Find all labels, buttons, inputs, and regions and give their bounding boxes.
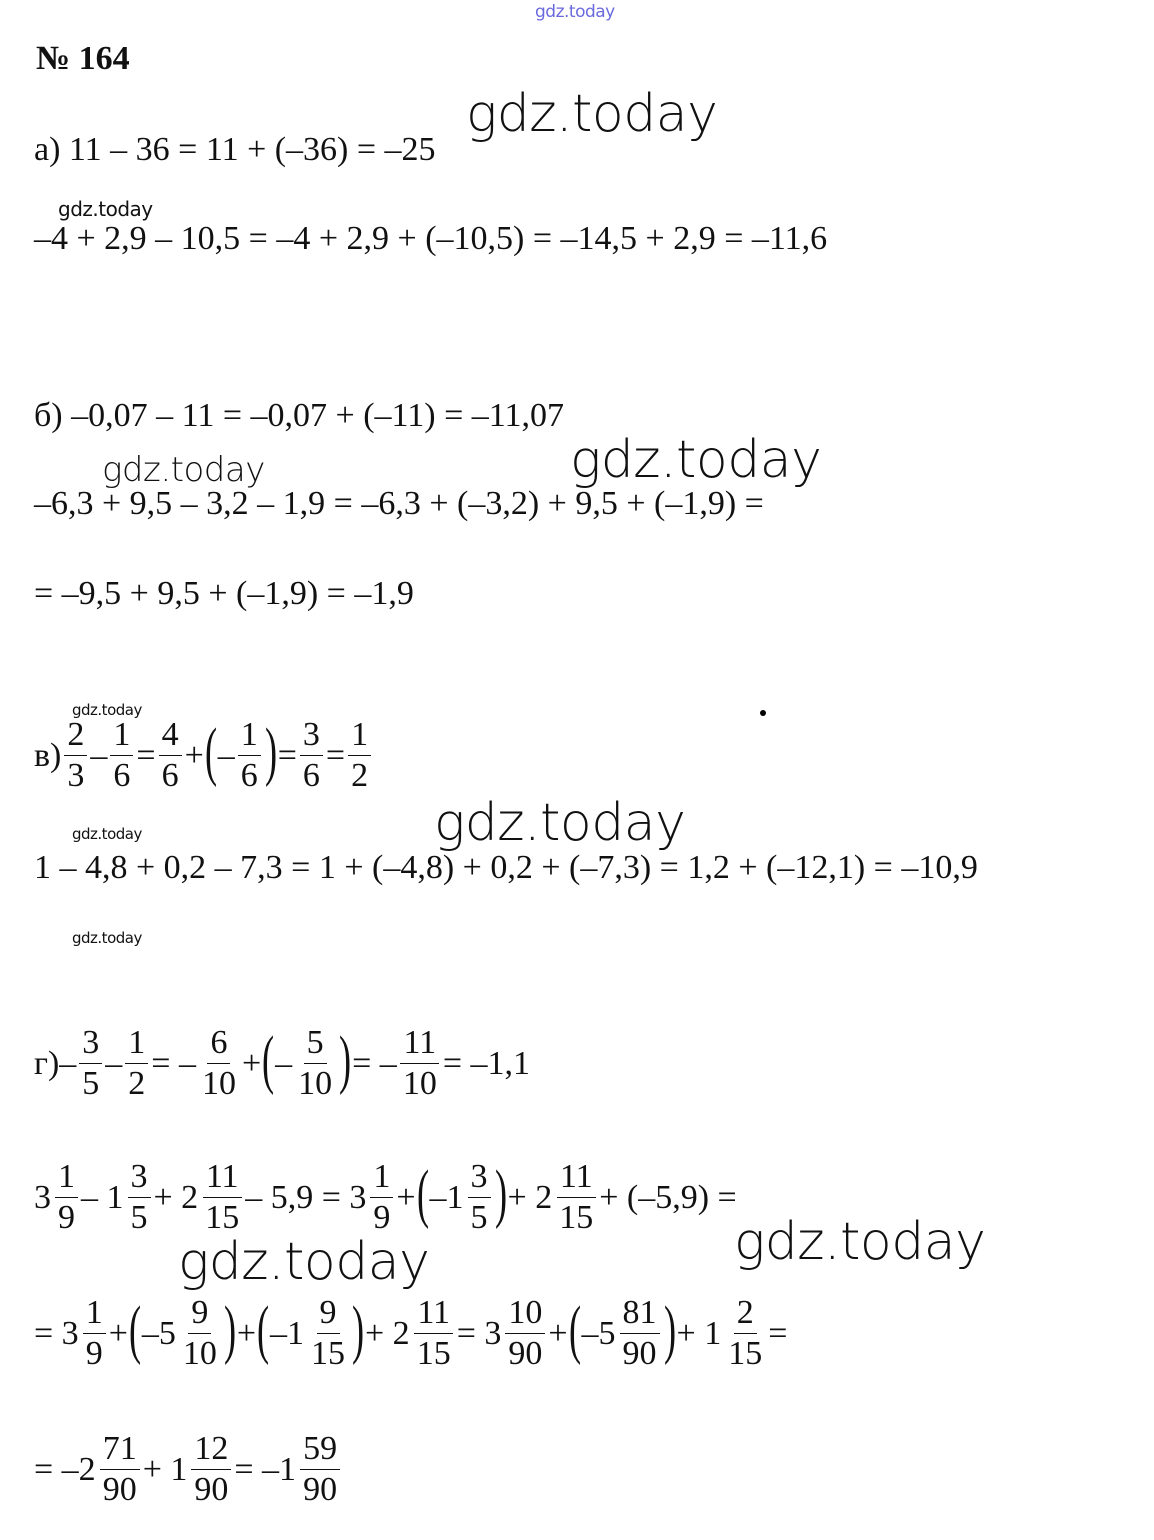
fraction: $\frac{3}{5}$ (128, 1160, 151, 1235)
watermark: gdz.today (434, 793, 686, 853)
fraction: $\frac{11}{10}$ (400, 1026, 440, 1101)
part-b-line-3: = –9,5 + 9,5 + (–1,9) = –1,9 (34, 575, 414, 612)
header-watermark: gdz.today (535, 2, 615, 22)
fraction: $\frac{1}{2}$ (125, 1026, 148, 1101)
part-g-line-2: 3 $\frac{1}{9}$ – 1 $\frac{3}{5}$ + 2 $\frac{11}{15}$ – 5,9 = 3 $\frac{1}{9}$ + ( –1 $\frac{3}{5}$ ) + 2 $\frac{11}{15}$ + (–5,9) = (34, 1156, 737, 1236)
part-v-line-1: в) $\frac{2}{3}$ – $\frac{1}{6}$ = $\frac{4}{6}$ + ( – $\frac{1}{6}$ ) = $\frac{3}{6}$ = $\frac{1}{2}$ (34, 718, 374, 793)
watermark: gdz.today (72, 825, 142, 843)
watermark: gdz.today (58, 197, 153, 221)
fraction: $\frac{1}{6}$ (238, 718, 261, 793)
fraction: $\frac{1}{2}$ (348, 718, 371, 793)
fraction: $\frac{1}{9}$ (83, 1296, 106, 1371)
task-number: № 164 (36, 40, 130, 77)
fraction: $\frac{11}{15}$ (414, 1296, 454, 1371)
part-a-line-1: а) 11 – 36 = 11 + (–36) = –25 (34, 131, 436, 168)
fraction: $\frac{1}{9}$ (55, 1160, 78, 1235)
watermark: gdz.today (72, 929, 142, 947)
fraction: $\frac{71}{90}$ (100, 1432, 140, 1507)
part-v-line-2: 1 – 4,8 + 0,2 – 7,3 = 1 + (–4,8) + 0,2 + (–7,3) = 1,2 + (–12,1) = –10,9 (34, 849, 978, 886)
watermark: gdz.today (734, 1212, 986, 1272)
stray-dot (760, 710, 766, 716)
fraction: $\frac{4}{6}$ (159, 718, 182, 793)
fraction: $\frac{11}{15}$ (556, 1160, 596, 1235)
fraction: $\frac{5}{10}$ (298, 1024, 333, 1102)
part-a-line-2: –4 + 2,9 – 10,5 = –4 + 2,9 + (–10,5) = –14,5 + 2,9 = –11,6 (34, 220, 828, 257)
fraction: $\frac{2}{3}$ (64, 718, 87, 793)
fraction: $\frac{10}{90}$ (505, 1296, 545, 1371)
part-g-line-4: = –2 $\frac{71}{90}$ + 1 $\frac{12}{90}$ = –1 $\frac{59}{90}$ (34, 1432, 343, 1507)
watermark: gdz.today (72, 701, 142, 719)
fraction: $\frac{1}{6}$ (110, 718, 133, 793)
part-g-line-3: = 3 $\frac{1}{9}$ + ( –5 $\frac{9}{10}$ ) + ( –1 $\frac{9}{15}$ ) + 2 $\frac{11}{15}$ = 3 $\frac{10}{90}$ + ( –5 $\frac{81}{90}$ ) + 1 $\frac{2}{15}$ = (34, 1292, 788, 1372)
fraction: $\frac{9}{15}$ (311, 1294, 346, 1372)
watermark: gdz.today (102, 450, 265, 490)
fraction: $\frac{3}{6}$ (300, 718, 323, 793)
watermark: gdz.today (466, 84, 718, 144)
fraction: $\frac{2}{15}$ (728, 1294, 763, 1372)
fraction: $\frac{59}{90}$ (300, 1432, 340, 1507)
fraction: $\frac{12}{90}$ (191, 1432, 231, 1507)
fraction: $\frac{9}{10}$ (182, 1294, 217, 1372)
part-g-line-1: г) – $\frac{3}{5}$ – $\frac{1}{2}$ = – $\frac{6}{10}$ + ( – $\frac{5}{10}$ ) = – $\frac{11}{10}$ = –1,1 (34, 1022, 530, 1102)
fraction: $\frac{81}{90}$ (620, 1296, 660, 1371)
fraction: $\frac{6}{10}$ (201, 1024, 236, 1102)
fraction: $\frac{3}{5}$ (468, 1160, 491, 1235)
part-b-line-2: –6,3 + 9,5 – 3,2 – 1,9 = –6,3 + (–3,2) + 9,5 + (–1,9) = (34, 485, 764, 522)
fraction: $\frac{1}{9}$ (370, 1160, 393, 1235)
watermark: gdz.today (570, 430, 822, 490)
watermark: gdz.today (178, 1232, 430, 1292)
fraction: $\frac{11}{15}$ (202, 1160, 242, 1235)
part-b-line-1: б) –0,07 – 11 = –0,07 + (–11) = –11,07 (34, 397, 565, 434)
fraction: $\frac{3}{5}$ (79, 1026, 102, 1101)
